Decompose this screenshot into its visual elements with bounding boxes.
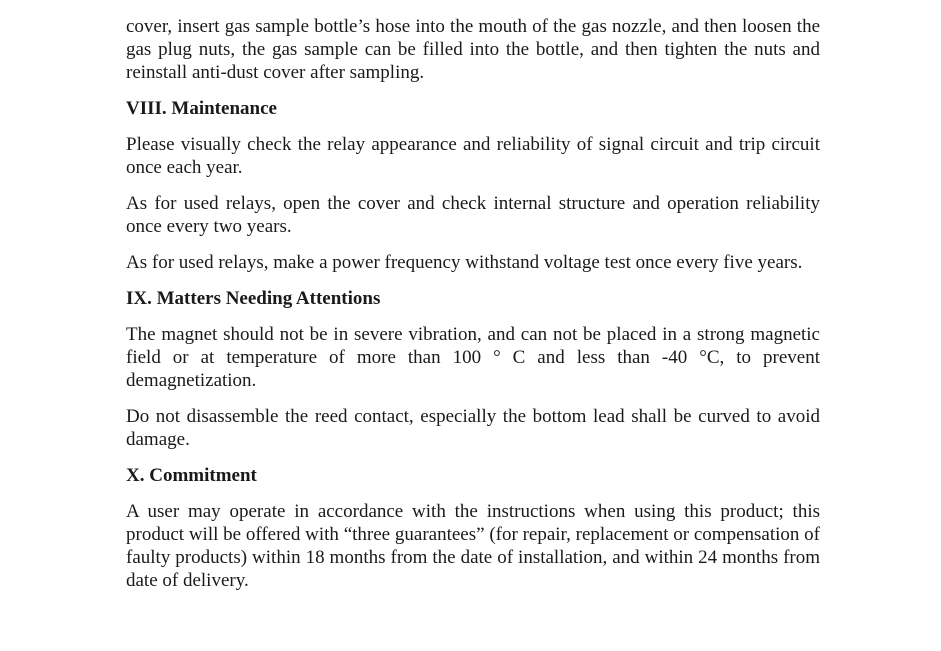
paragraph-two-year-check: As for used relays, open the cover and check internal structure and operation reliability once every two years. xyxy=(126,193,820,237)
heading-matters-needing-attentions: IX. Matters Needing Attentions xyxy=(126,288,381,309)
heading-maintenance: VIII. Maintenance xyxy=(126,98,277,119)
paragraph-yearly-check: Please visually check the relay appearance and reliability of signal circuit and trip circuit once each year. xyxy=(126,134,820,178)
document-page xyxy=(126,15,820,605)
paragraph-reed-contact-warning: Do not disassemble the reed contact, especially the bottom lead shall be curved to avoid damage. xyxy=(126,406,820,450)
paragraph-voltage-test: As for used relays, make a power frequency withstand voltage test once every five years. xyxy=(126,252,803,273)
paragraph-sampling-continued: cover, insert gas sample bottle’s hose into the mouth of the gas nozzle, and then loosen the gas plug nuts, the gas sample can be filled into the bottle, and then tighten the nuts and reinstall anti-dust cover after sampling. xyxy=(126,16,820,83)
heading-commitment: X. Commitment xyxy=(126,465,257,486)
paragraph-magnet-warning: The magnet should not be in severe vibration, and can not be placed in a strong magnetic field or at temperature of more than 100 ° C and less than -40 °C, to prevent demagnetization. xyxy=(126,324,820,391)
paragraph-commitment: A user may operate in accordance with the instructions when using this product; this product will be offered with “three guarantees” (for repair, replacement or compensation of faulty products) within 18 months from the date of installation, and within 24 months from date of delivery. xyxy=(126,501,820,591)
